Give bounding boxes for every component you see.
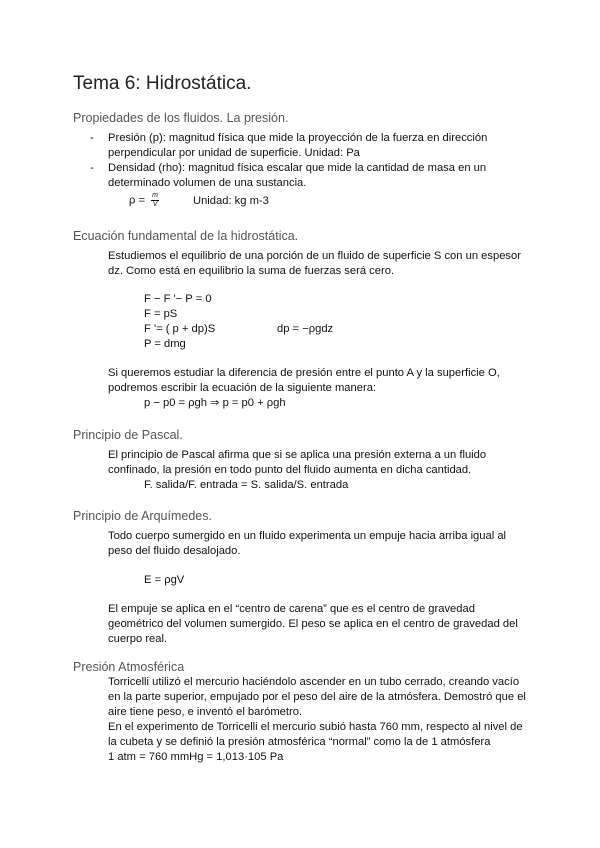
- pascal-line1: El principio de Pascal afirma que si se aplica una presión externa a un fluido: [108, 449, 487, 461]
- bullet-dash: -: [90, 132, 94, 144]
- arquimedes-line2: peso del fluido desalojado.: [108, 545, 241, 557]
- pascal-line2: confinado, la presión en todo punto del fluido aumenta en dicha cantidad.: [108, 464, 472, 476]
- heading-ecuacion: Ecuación fundamental de la hidrostática.: [73, 229, 299, 243]
- heading-pascal: Principio de Pascal.: [73, 428, 183, 442]
- arquimedes-line4: geométrico del volumen sumergido. El peso se aplica en el centro de gravedad del: [108, 618, 518, 630]
- denominator: V: [152, 201, 158, 208]
- atmosferica-line1: Torricelli utilizó el mercurio haciéndolo ascender en un tubo cerrado, creando vacío: [108, 676, 520, 688]
- atmosferica-line4: En el experimento de Torricelli el mercurio subió hasta 760 mm, respecto al nivel de: [108, 721, 523, 733]
- equation: dp = −ρgdz: [277, 323, 334, 335]
- numerator: m: [152, 192, 158, 199]
- bullet-dash: -: [90, 162, 94, 174]
- ecuacion-para2-line1: Si queremos estudiar la diferencia de presión entre el punto A y la superficie O,: [108, 367, 500, 379]
- heading-propiedades: Propiedades de los fluidos. La presión.: [73, 111, 289, 125]
- formula-lhs: ρ =: [129, 194, 146, 207]
- equation: E = ρgV: [144, 574, 185, 586]
- equation: p − p0 = ρgh ⇒ p = p0 + ρgh: [144, 397, 286, 409]
- equation: P = dmg: [144, 338, 186, 350]
- bullet-densidad-line1: Densidad (rho): magnitud física escalar que mide la cantidad de masa en un: [108, 162, 487, 174]
- bullet-densidad-line2: determinado volumen de una sustancia.: [108, 177, 307, 189]
- page-title: Tema 6: Hidrostática.: [73, 73, 252, 94]
- arquimedes-line1: Todo cuerpo sumergido en un fluido experimenta un empuje hacia arriba igual al: [108, 530, 507, 542]
- atmosferica-line2: en la parte superior, empujado por el peso del aire de la atmósfera. Demostró que el: [108, 691, 526, 703]
- heading-atmosferica: Presión Atmosférica: [73, 660, 185, 674]
- density-unit: Unidad: kg m-3: [193, 195, 269, 207]
- bullet-presion-line2: perpendicular por unidad de superficie. Unidad: Pa: [108, 147, 360, 159]
- ecuacion-para2-line2: podremos escribir la ecuación de la siguiente manera:: [108, 382, 377, 394]
- equation: F − F '− P = 0: [144, 293, 212, 305]
- arquimedes-line5: cuerpo real.: [108, 633, 168, 645]
- ecuacion-para1-line1: Estudiemos el equilibrio de una porción de un fluido de superficie S con un espesor: [108, 250, 521, 262]
- atmosferica-line6: 1 atm = 760 mmHg = 1,013·105 Pa: [108, 751, 284, 763]
- equation: F. salida/F. entrada = S. salida/S. entrada: [144, 479, 349, 491]
- arquimedes-line3: El empuje se aplica en el “centro de carena” que es el centro de gravedad: [108, 603, 475, 615]
- density-formula: [129, 192, 159, 209]
- equation: F = pS: [144, 308, 178, 320]
- bullet-presion-line1: Presión (p): magnitud física que mide la proyección de la fuerza en dirección: [108, 132, 488, 144]
- atmosferica-line3: aire tiene peso, e inventó el barómetro.: [108, 706, 303, 718]
- ecuacion-para1-line2: dz. Como está en equilibrio la suma de fuerzas será cero.: [108, 265, 395, 277]
- fraction: [151, 192, 159, 209]
- heading-arquimedes: Principio de Arquímedes.: [73, 509, 212, 523]
- atmosferica-line5: la cubeta y se definió la presión atmosférica “normal” como la de 1 atmósfera: [108, 736, 491, 748]
- equation: F '= ( p + dp)S: [144, 323, 216, 335]
